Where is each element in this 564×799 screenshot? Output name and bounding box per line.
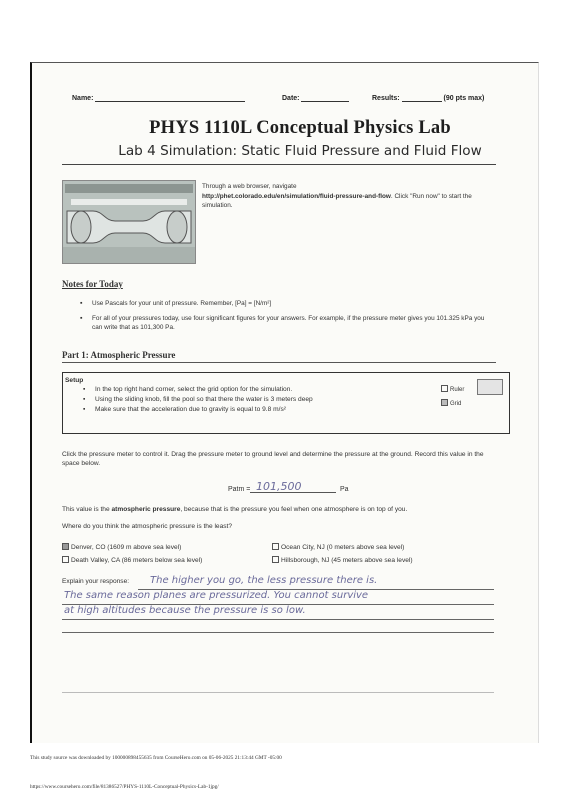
simulation-screenshot: [62, 180, 196, 264]
explain-label: Explain your response:: [62, 578, 130, 585]
page-title: PHYS 1110L Conceptual Physics Lab: [149, 118, 451, 138]
pressure-instructions: Click the pressure meter to control it. Drag the pressure meter to ground level and determine the pressure at the ground. Record this value in the space below.: [62, 451, 484, 468]
title-divider: [62, 164, 496, 165]
grid-option[interactable]: Grid: [441, 399, 461, 409]
results-field: Results: (90 pts max): [372, 95, 485, 102]
notes-heading: Notes for Today: [62, 279, 123, 289]
location-question: Where do you think the atmospheric pressure is the least?: [62, 523, 233, 530]
checkbox-icon: [272, 543, 279, 550]
points-max: (90 pts max): [443, 95, 485, 102]
part1-heading: Part 1: Atmospheric Pressure: [62, 350, 176, 360]
results-blank: [402, 101, 442, 102]
bullet-icon: ▪: [83, 406, 86, 413]
date-blank: [301, 101, 349, 102]
setup-item: ▪ Using the sliding knob, fill the pool so that there the water is 3 meters deep: [83, 396, 313, 403]
option-death-valley[interactable]: Death Valley, CA (86 meters below sea level): [62, 556, 202, 565]
grid-preview-icon: [477, 379, 503, 395]
bullet-icon: ▪: [80, 300, 83, 307]
answer-line-3: at high altitudes because the pressure is so low.: [64, 605, 306, 616]
source-url[interactable]: https://www.coursehero.com/file/81386527/PHYS-1110L-Conceptual-Physics-Lab-1jpg/: [30, 784, 219, 790]
checkbox-icon: [62, 556, 69, 563]
checked-checkbox-icon: [62, 543, 69, 550]
name-field: Name:: [72, 95, 245, 102]
atmospheric-definition: This value is the atmospheric pressure, because that is the pressure you feel when one atmosphere is on top of you.: [62, 506, 408, 513]
download-notice: This study source was downloaded by 100000898455635 from CourseHero.com on 05-06-2025 21:13:44 GMT -05:00: [30, 755, 282, 761]
bullet-icon: ▪: [80, 315, 83, 322]
ruler-option[interactable]: Ruler: [441, 385, 464, 395]
answer-rule: [62, 619, 494, 620]
setup-item: ▪ In the top right hand corner, select the grid option for the simulation.: [83, 386, 293, 393]
setup-label: Setup: [65, 377, 84, 384]
patm-label: Patm =: [228, 486, 251, 493]
notes-item-sigfigs: ▪ For all of your pressures today, use four significant figures for your answers. For example, if the pressure meter gives you 101.325 kPa you can write that as 101,300 Pa.: [80, 315, 485, 331]
intro-text: Through a web browser, navigate http://phet.colorado.edu/en/simulation/fluid-pressure-and-flow. Click "Run now" to start the simulation.: [202, 183, 472, 210]
notes-item-units: ▪ Use Pascals for your unit of pressure. Remember, [Pa] = [N/m²]: [80, 300, 272, 307]
option-ocean-city[interactable]: Ocean City, NJ (0 meters above sea level): [272, 543, 404, 552]
simulation-url[interactable]: http://phet.colorado.edu/en/simulation/fluid-pressure-and-flow: [202, 192, 391, 200]
date-field: Date:: [282, 95, 349, 102]
answer-line-1: The higher you go, the less pressure there is.: [150, 575, 378, 586]
patm-answer: 101,500: [256, 480, 302, 493]
answer-rule: [62, 632, 494, 633]
checkbox-icon: [272, 556, 279, 563]
answer-rule: [62, 692, 494, 693]
setup-box: [62, 372, 510, 434]
patm-unit: Pa: [340, 486, 349, 493]
part1-divider: [62, 362, 496, 363]
name-blank: [95, 101, 245, 102]
setup-item: ▪ Make sure that the acceleration due to gravity is equal to 9.8 m/s²: [83, 406, 286, 413]
bullet-icon: ▪: [83, 386, 86, 393]
option-denver[interactable]: Denver, CO (1609 m above sea level): [62, 543, 181, 552]
checked-checkbox-icon: [441, 399, 448, 406]
bullet-icon: ▪: [83, 396, 86, 403]
fluid-flow-pipe-icon: [63, 181, 195, 263]
page-subtitle: Lab 4 Simulation: Static Fluid Pressure and Fluid Flow: [118, 143, 482, 159]
checkbox-icon: [441, 385, 448, 392]
option-hillsborough[interactable]: Hillsborough, NJ (45 meters above sea level): [272, 556, 413, 565]
answer-line-2: The same reason planes are pressurized. You cannot survive: [64, 590, 369, 601]
